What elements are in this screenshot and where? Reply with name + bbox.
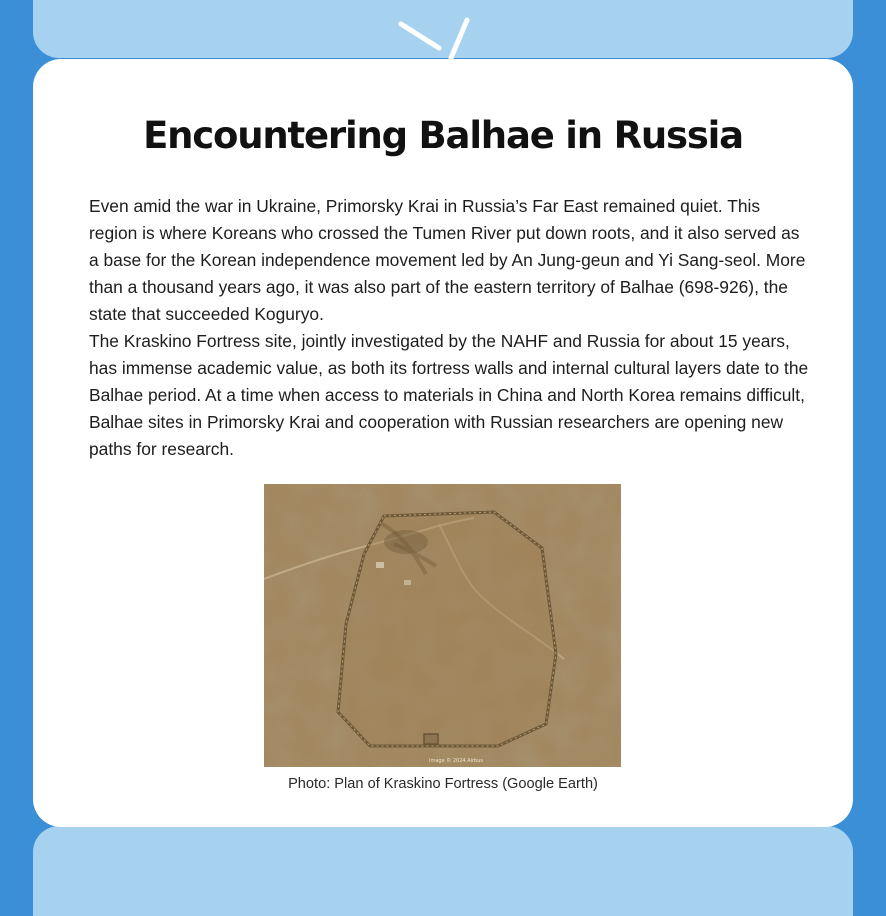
page-title: Encountering Balhae in Russia — [143, 114, 743, 157]
bottom-tab-decoration — [33, 826, 853, 916]
paragraph-2: The Kraskino Fortress site, jointly investigated by the NAHF and Russia for about 15 years, has immense academic value, as both its fortress walls and internal cultural layers date to the Balhae period. At a time when access to materials in China and North Korea remains difficult, Balhae sites in Primorsky Krai and cooperation with Russian researchers are opening new paths for research. — [89, 331, 809, 459]
photo-watermark: Image © 2024 Airbus — [429, 758, 483, 764]
photo-caption: Photo: Plan of Kraskino Fortress (Google Earth) — [288, 776, 598, 792]
article-body — [89, 193, 809, 463]
paragraph-1: Even amid the war in Ukraine, Primorsky Krai in Russia’s Far East remained quiet. This region is where Koreans who crossed the Tumen River put down roots, and it also served as a base for the Korean independence movement led by An Jung-geun and Yi Sang-seol. More than a thousand years ago, it was also part of the eastern territory of Balhae (698-926), the state that succeeded Koguryo. — [89, 196, 806, 324]
fortress-aerial-photo — [264, 484, 621, 767]
